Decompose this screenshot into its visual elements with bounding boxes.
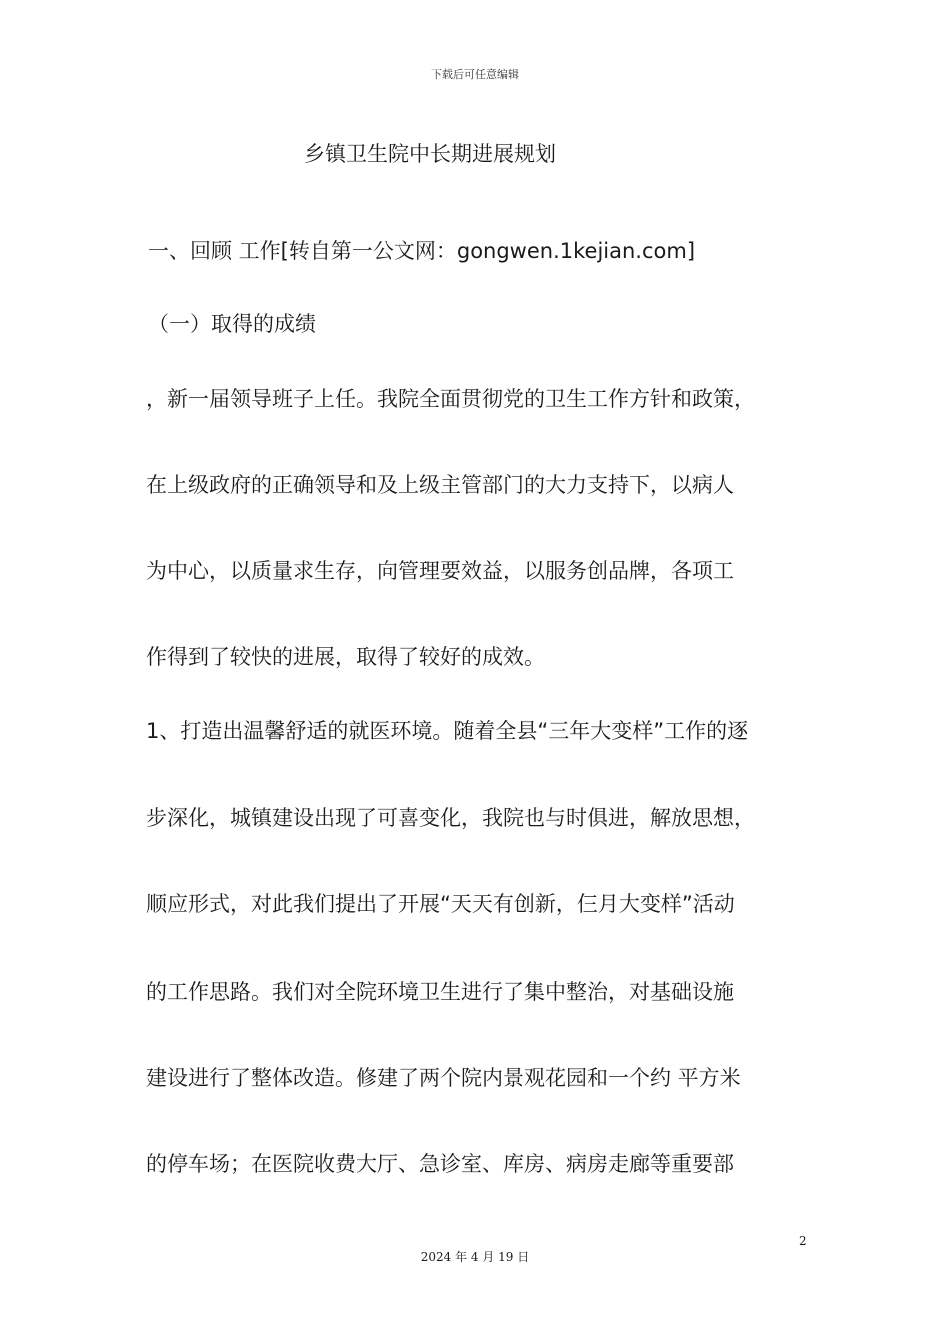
document-title: 乡镇卫生院中长期进展规划	[304, 142, 556, 166]
body-line-4: 作得到了较快的进展，取得了较好的成效。	[146, 645, 545, 669]
body-line-2: 在上级政府的正确领导和及上级主管部门的大力支持下，以病人	[146, 473, 734, 497]
body-line-6: 步深化，城镇建设出现了可喜变化，我院也与时俱进，解放思想，	[146, 806, 755, 830]
body-line-3: 为中心，以质量求生存，向管理要效益，以服务创品牌，各项工	[146, 559, 734, 583]
body-line-8: 的工作思路。我们对全院环境卫生进行了集中整治，对基础设施	[146, 980, 734, 1004]
body-line-5: 1、打造出温馨舒适的就医环境。随着全县“三年大变样”工作的逐	[146, 719, 749, 743]
body-line-7: 顺应形式，对此我们提出了开展“天天有创新，仨月大变样”活动	[146, 892, 735, 916]
subsection-heading: （一）取得的成绩	[148, 312, 316, 336]
footer-date: 2024 年 4 月 19 日	[420, 1250, 530, 1264]
page-number: 2	[799, 1234, 807, 1248]
body-line-1: ，新一届领导班子上任。我院全面贯彻党的卫生工作方针和政策，	[146, 387, 755, 411]
section-heading: 一、回顾 工作[转自第一公文网：gongwen.1kejian.com]	[148, 239, 696, 263]
page-header: 下载后可任意编辑	[431, 68, 519, 81]
body-line-10: 的停车场；在医院收费大厅、急诊室、库房、病房走廊等重要部	[146, 1152, 734, 1176]
body-line-9: 建设进行了整体改造。修建了两个院内景观花园和一个约 平方米	[146, 1066, 741, 1090]
